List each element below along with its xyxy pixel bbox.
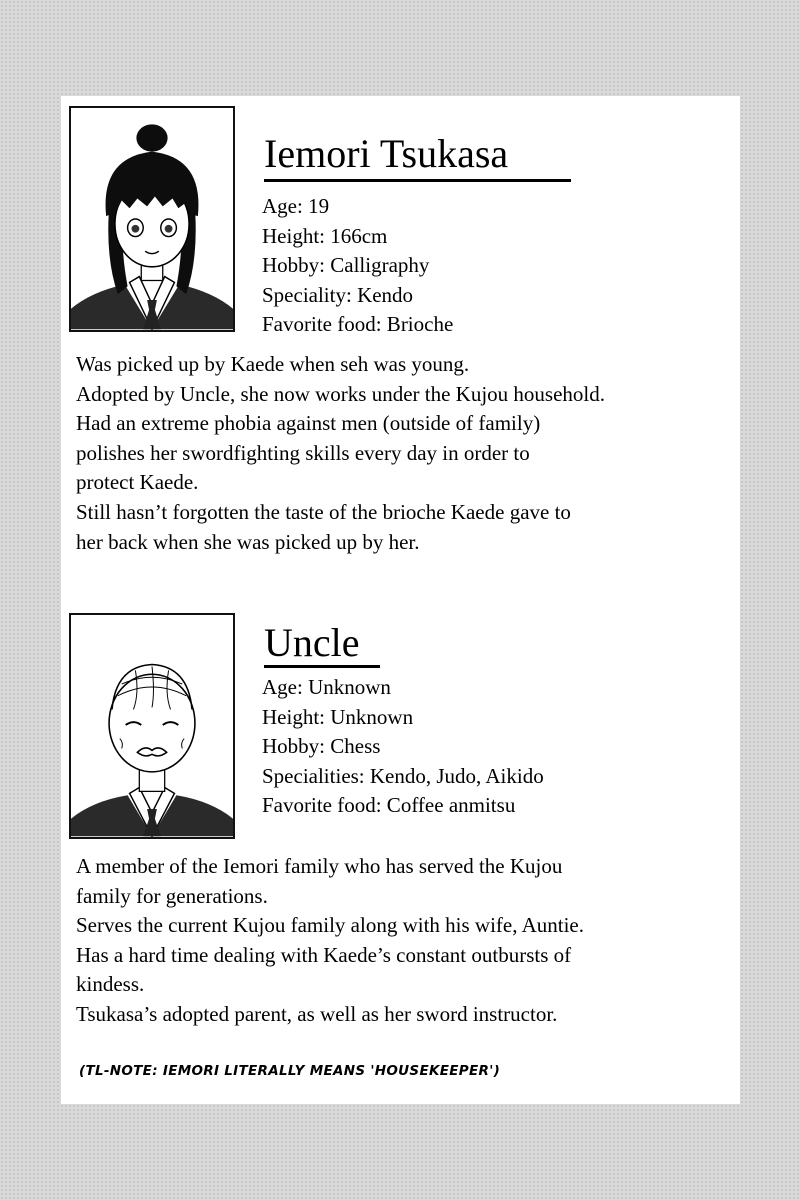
tsukasa-illustration (71, 108, 233, 330)
stat-age: Age: Unknown (262, 675, 391, 699)
stat-hobby: Hobby: Calligraphy (262, 253, 430, 277)
description-line: Was picked up by Kaede when seh was young. (76, 352, 470, 376)
stat-favorite-food: Favorite food: Brioche (262, 312, 454, 336)
name-underline (264, 179, 571, 182)
description-line: family for generations. (76, 883, 268, 908)
profile-card (61, 96, 740, 1104)
stat-age: Age: 19 (262, 194, 330, 218)
tsukasa-portrait (69, 106, 235, 332)
stat-speciality: Speciality: Kendo (262, 282, 414, 307)
uncle-description (76, 852, 731, 1030)
stat-hobby: Hobby: Chess (262, 734, 381, 758)
description-line: A member of the Iemori family who has served the Kujou (76, 854, 563, 878)
stat-height: Height: Unknown (262, 704, 414, 729)
character-name: Uncle (264, 620, 360, 665)
description-line: Tsukasa’s adopted parent, as well as her sword instructor. (76, 1001, 558, 1026)
description-line: Still hasn’t forgotten the taste of the brioche Kaede gave to (76, 499, 571, 524)
uncle-stats (262, 673, 544, 821)
stat-favorite-food: Favorite food: Coffee anmitsu (262, 793, 516, 817)
tsukasa-description (76, 350, 731, 557)
description-line: Serves the current Kujou family along with his wife, Auntie. (76, 913, 584, 938)
uncle-illustration (71, 615, 233, 837)
description-line: Adopted by Uncle, she now works under the Kujou household. (76, 381, 605, 406)
uncle-portrait (69, 613, 235, 839)
description-line: her back when she was picked up by her. (76, 529, 420, 554)
description-line: Had an extreme phobia against men (outside of family) (76, 411, 541, 436)
tsukasa-stats (262, 192, 453, 340)
stat-specialities: Specialities: Kendo, Judo, Aikido (262, 763, 544, 788)
description-line: Has a hard time dealing with Kaede’s constant outbursts of (76, 942, 572, 967)
description-line: polishes her swordfighting skills every day in order to (76, 440, 530, 465)
description-line: protect Kaede. (76, 470, 199, 495)
name-underline (264, 665, 380, 668)
translator-note: (TL-NOTE: IEMORI LITERALLY MEANS 'HOUSEKEEPER') (79, 1063, 501, 1079)
stat-height: Height: 166cm (262, 223, 388, 248)
description-line: kindess. (76, 972, 145, 997)
character-name: Iemori Tsukasa (264, 131, 509, 176)
